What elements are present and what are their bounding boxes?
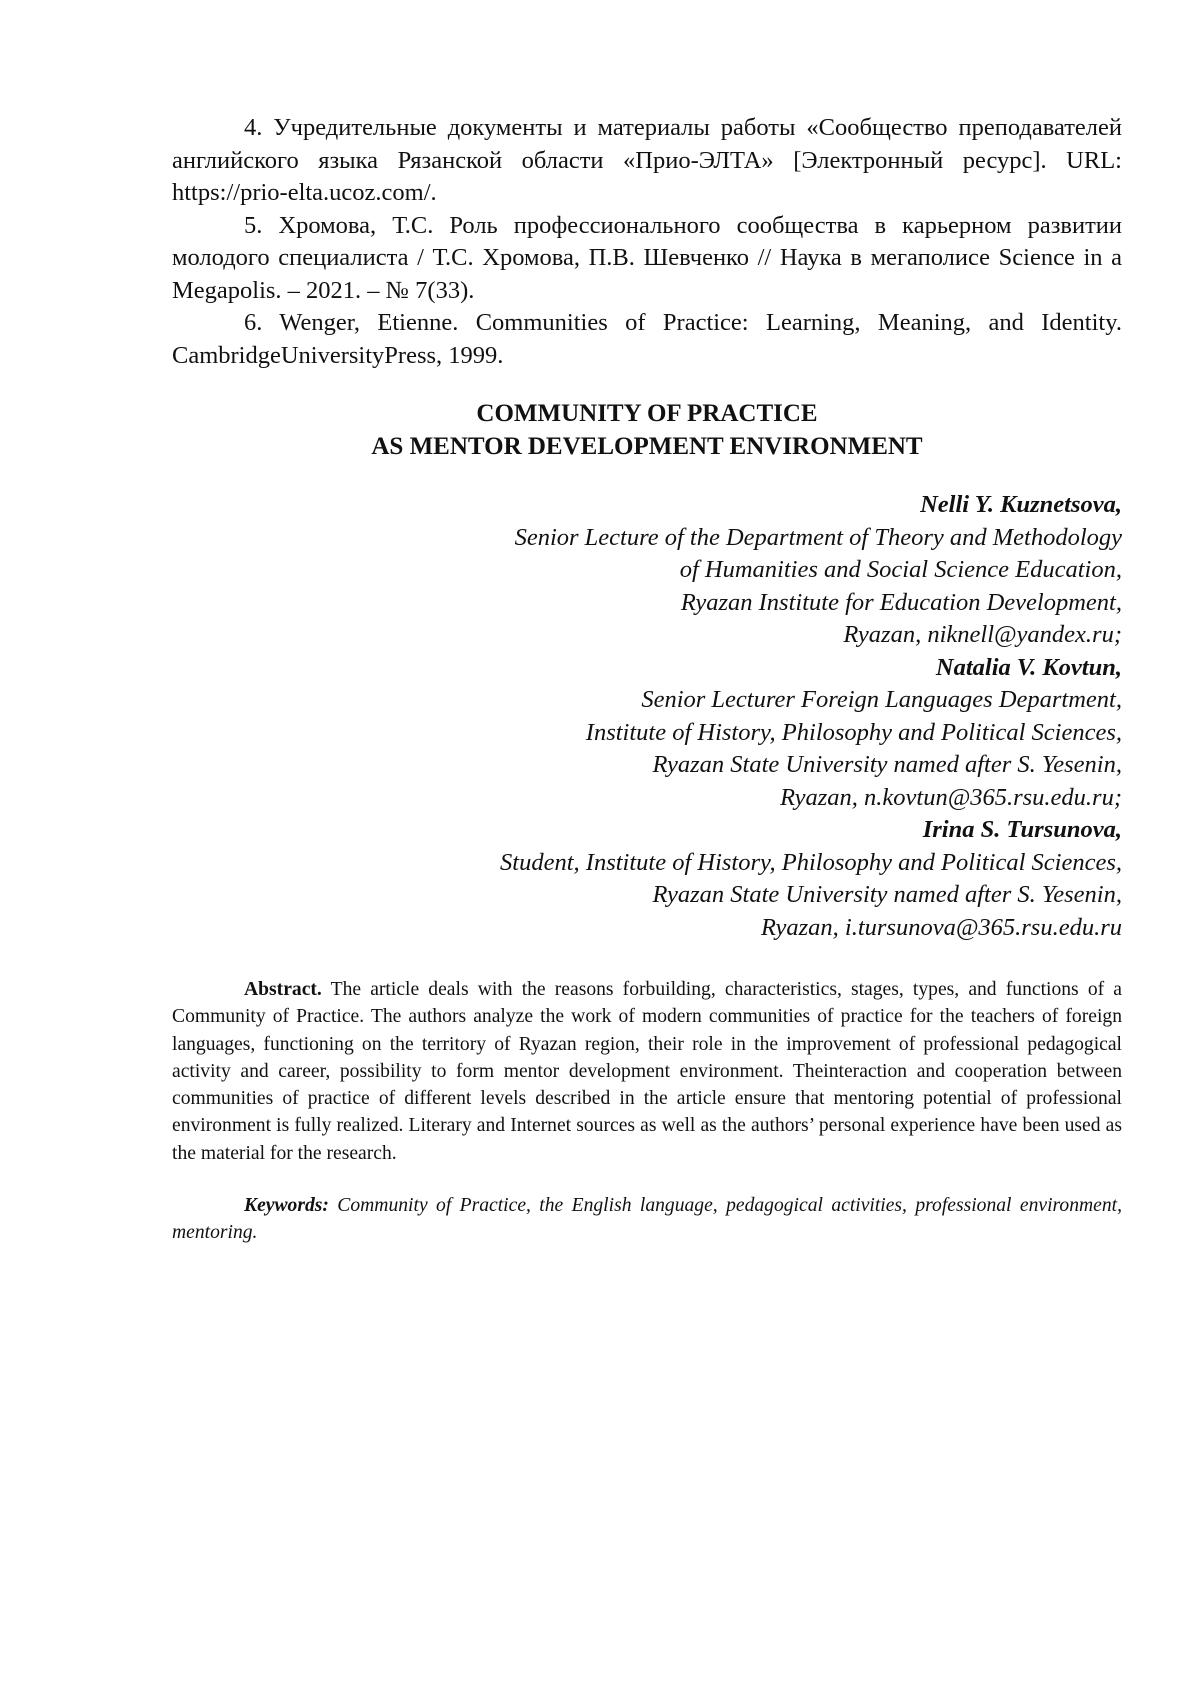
author-name: Natalia V. Kovtun, — [172, 652, 1122, 685]
reference-item: 6. Wenger, Etienne. Communities of Practice: Learning, Meaning, and Identity. CambridgeUniversityPress, 1999. — [172, 307, 1122, 372]
author-contact: Ryazan, niknell@yandex.ru; — [172, 619, 1122, 652]
author-contact: Ryazan, n.kovtun@365.rsu.edu.ru; — [172, 782, 1122, 815]
reference-list — [172, 112, 1122, 372]
author-affiliation: Ryazan State University named after S. Yesenin, — [172, 749, 1122, 782]
author-affiliation: Student, Institute of History, Philosophy and Political Sciences, — [172, 847, 1122, 880]
author-affiliation: Institute of History, Philosophy and Political Sciences, — [172, 717, 1122, 750]
keywords-text: Community of Practice, the English language, pedagogical activities, professional environment, mentoring. — [172, 1195, 1122, 1243]
author-affiliation: Senior Lecturer Foreign Languages Department, — [172, 684, 1122, 717]
abstract-label: Abstract. — [244, 979, 322, 1000]
reference-item: 4. Учредительные документы и материалы работы «Сообщество преподавателей английского языка Рязанской области «Прио-ЭЛТА» [Электронный ресурс]. URL: https://prio-elta.ucoz.com/. — [172, 112, 1122, 210]
author-name: Nelli Y. Kuznetsova, — [172, 489, 1122, 522]
article-title-line: COMMUNITY OF PRACTICE — [172, 398, 1122, 431]
author-affiliation: Ryazan State University named after S. Yesenin, — [172, 879, 1122, 912]
article-title-line: AS MENTOR DEVELOPMENT ENVIRONMENT — [172, 431, 1122, 464]
article-title — [172, 398, 1122, 463]
reference-item: 5. Хромова, Т.С. Роль профессионального сообщества в карьерном развитии молодого специалиста / Т.С. Хромова, П.В. Шевченко // Наука в мегаполисе Science in a Megapolis. – 2021. – № 7(33). — [172, 210, 1122, 308]
author-name: Irina S. Tursunova, — [172, 814, 1122, 847]
author-affiliation: Ryazan Institute for Education Development, — [172, 587, 1122, 620]
keywords-label: Keywords: — [244, 1195, 329, 1216]
abstract-text: The article deals with the reasons forbuilding, characteristics, stages, types, and functions of a Community of Practice. The authors analyze the work of modern communities of practice for the teachers of foreign languages, functioning on the territory of Ryazan region, their role in the improvement of professional pedagogical activity and career, possibility to form mentor development environment. Theinteraction and cooperation between communities of practice of different levels described in the article ensure that mentoring potential of professional environment is fully realized. Literary and Internet sources as well as the authors’ personal experience have been used as the material for the research. — [172, 979, 1122, 1164]
author-contact: Ryazan, i.tursunova@365.rsu.edu.ru — [172, 912, 1122, 945]
author-block — [172, 489, 1122, 944]
abstract-paragraph — [172, 976, 1122, 1167]
article-page — [172, 112, 1122, 1247]
keywords-paragraph — [172, 1192, 1122, 1247]
author-affiliation: Senior Lecture of the Department of Theory and Methodology — [172, 522, 1122, 555]
author-affiliation: of Humanities and Social Science Education, — [172, 554, 1122, 587]
